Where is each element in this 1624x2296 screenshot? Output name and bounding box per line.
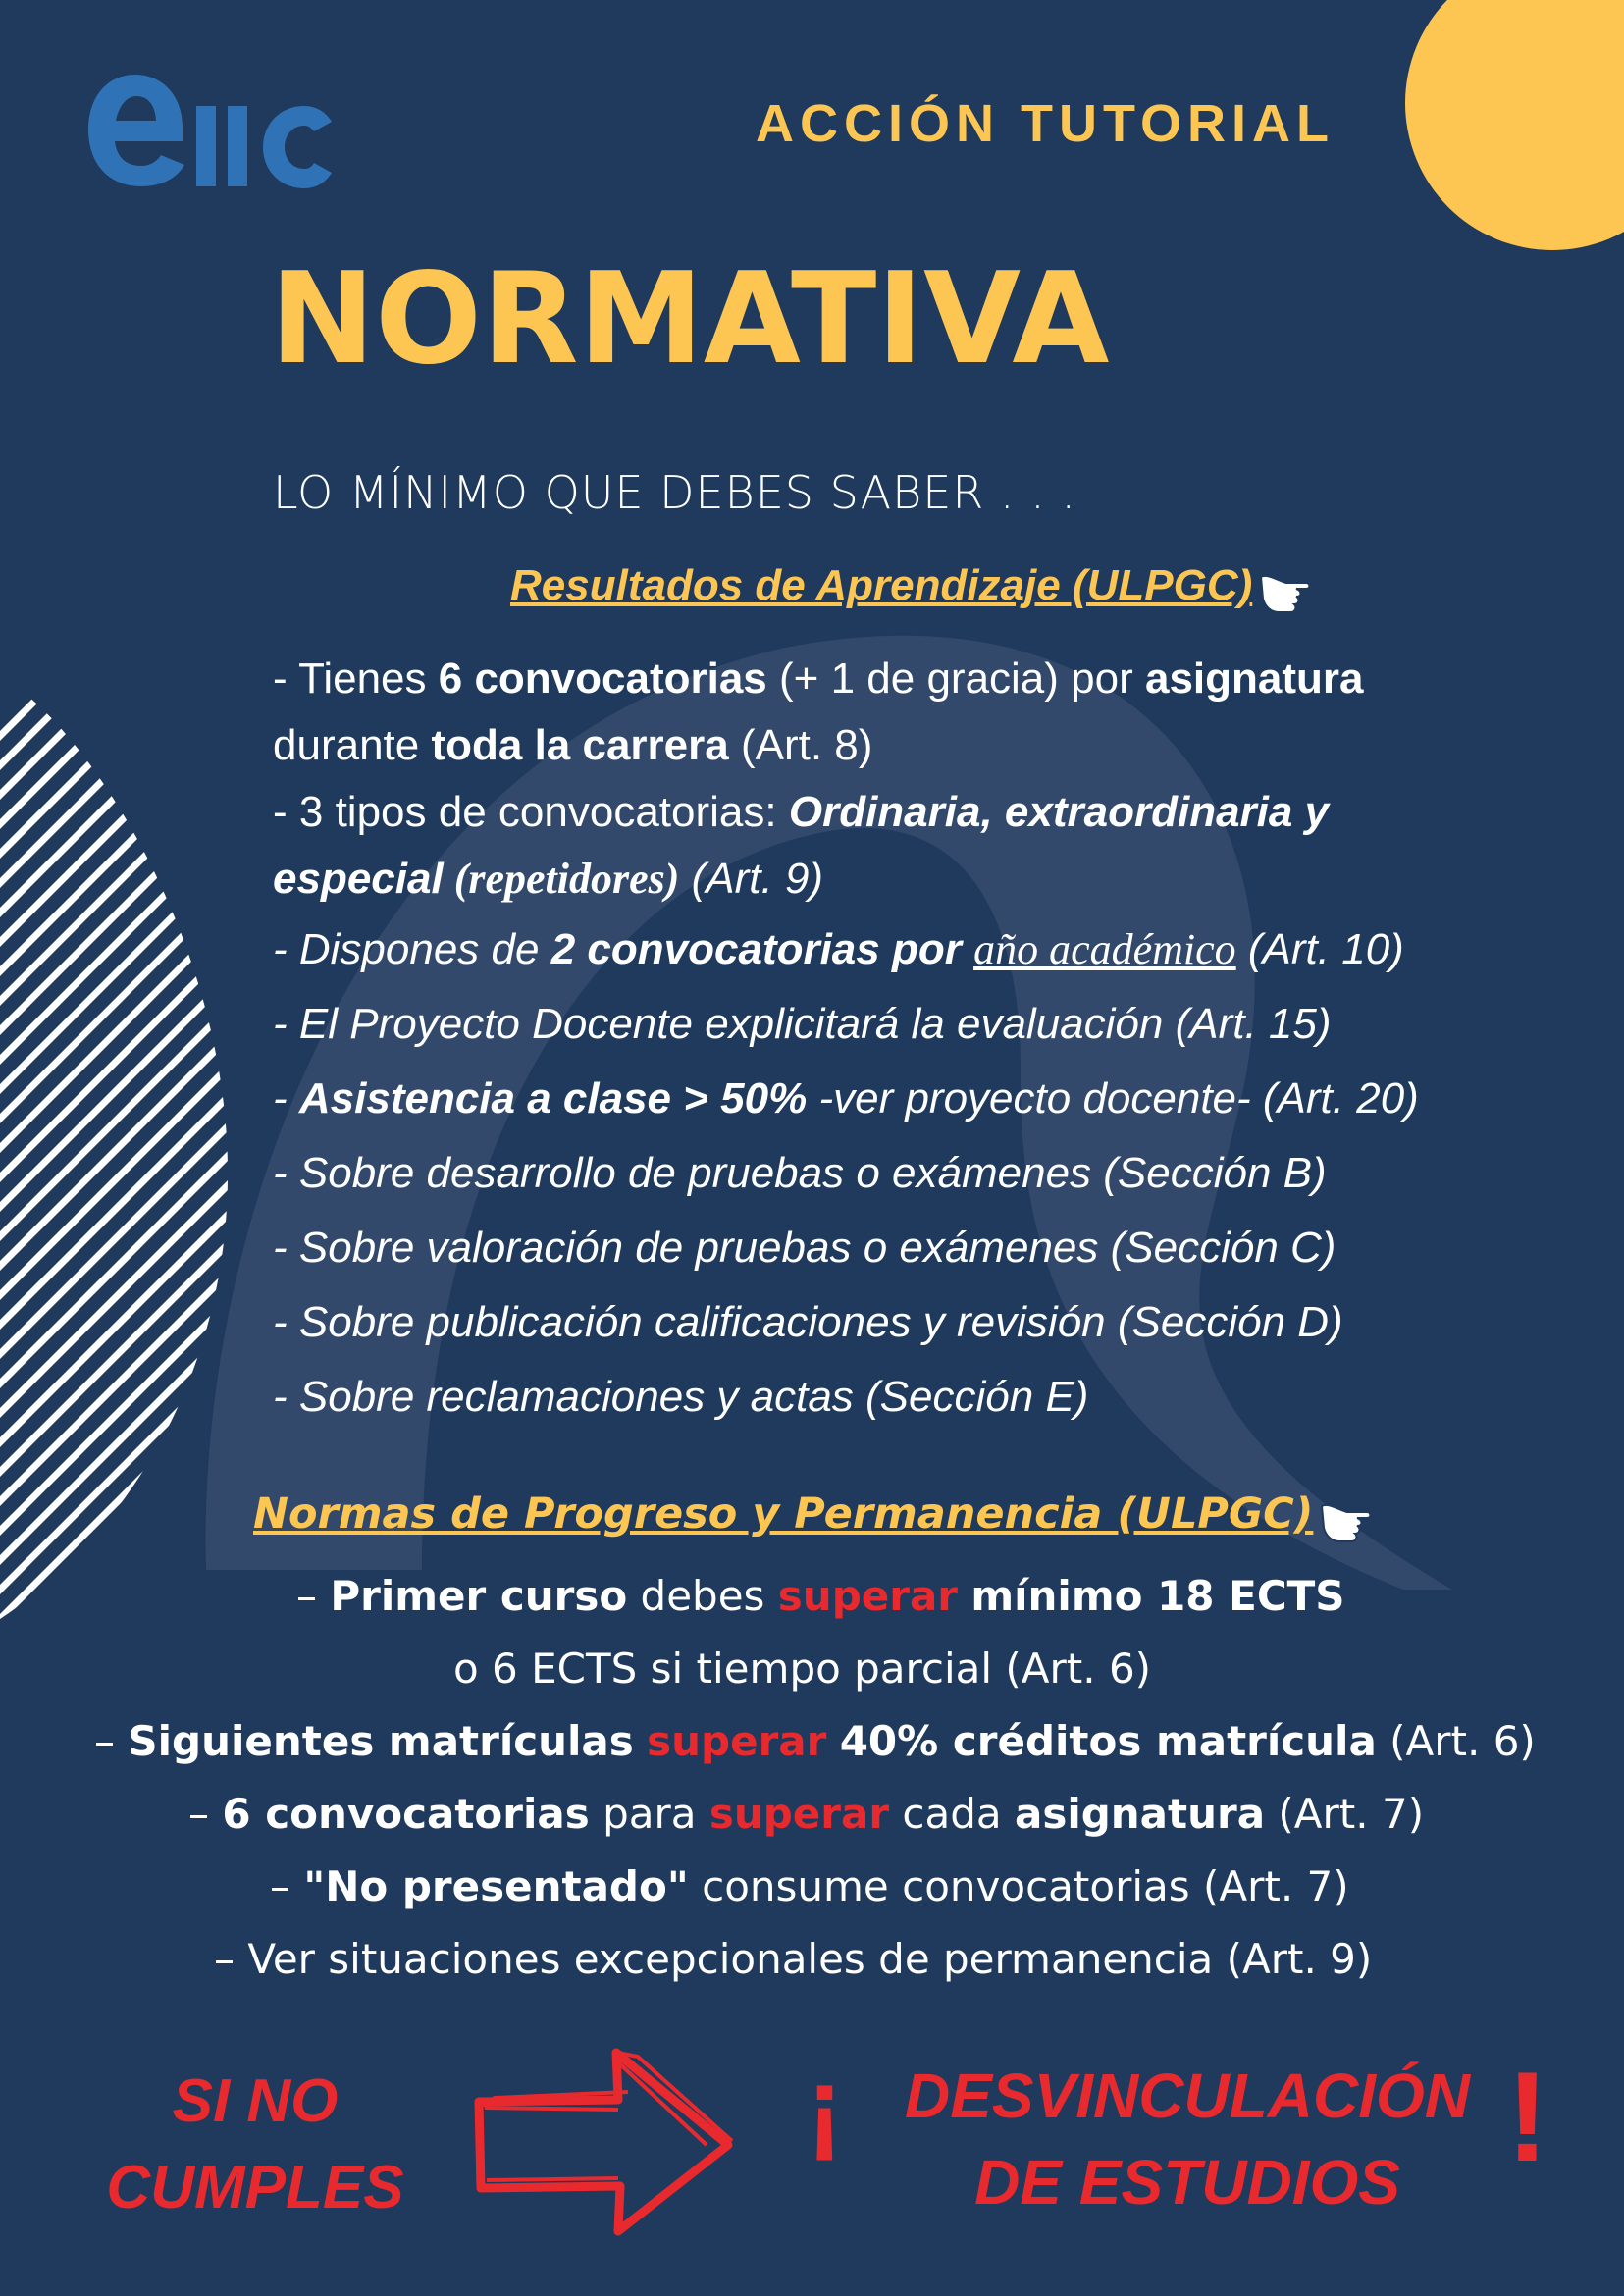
list-item	[188, 1778, 1424, 1851]
text: –	[270, 1862, 304, 1910]
list-item: – Ver situaciones excepcionales de permanencia (Art. 9)	[214, 1935, 1373, 1983]
text-bold: Primer curso	[330, 1572, 628, 1620]
yellow-circle-decoration	[1405, 0, 1624, 250]
arrow-right-icon	[471, 2043, 736, 2239]
pointing-hand-icon	[1257, 567, 1314, 623]
footer-left-text	[88, 2059, 422, 2231]
list-item	[273, 712, 1617, 779]
list-item: o 6 ECTS si tiempo parcial (Art. 6)	[453, 1644, 1152, 1693]
list-item: - Sobre publicación calificaciones y revisión (Sección D)	[273, 1298, 1343, 1346]
text-bold-italic: Ordinaria, extraordinaria y	[788, 788, 1330, 836]
list-item	[273, 1062, 1617, 1136]
text-red: superar	[777, 1572, 959, 1620]
list-item	[273, 846, 1617, 913]
text-red: superar	[708, 1790, 890, 1838]
text-bold: "No presentado"	[303, 1862, 689, 1910]
text-bold: toda la carrera	[431, 721, 729, 769]
text: (Art. 8)	[728, 721, 873, 769]
list-item: - Sobre reclamaciones y actas (Sección E)	[273, 1373, 1089, 1421]
text: –	[188, 1790, 223, 1838]
text: - 3 tipos de convocatorias:	[273, 788, 789, 836]
text: consume convocatorias (Art. 7)	[688, 1862, 1349, 1910]
text-bold: Siguientes matrículas	[128, 1717, 634, 1765]
list-item: - Sobre valoración de pruebas o exámenes (Sección C)	[273, 1224, 1336, 1272]
list-item: - Sobre desarrollo de pruebas o exámenes (Sección B)	[273, 1149, 1327, 1197]
text-italic: -	[273, 1074, 299, 1122]
diagonal-stripes-decoration	[0, 677, 236, 1619]
list-item	[296, 1560, 1345, 1633]
section1-heading-row	[510, 561, 1314, 623]
list-item	[94, 1705, 1536, 1778]
footer-right-line2: DE ESTUDIOS	[974, 2147, 1400, 2218]
text-serif: (repetidores)	[443, 855, 680, 903]
text: - Tienes	[273, 654, 439, 703]
text-italic: (Art. 9)	[679, 855, 824, 903]
list-item	[273, 779, 1617, 846]
text: para	[589, 1790, 709, 1838]
text: cada	[889, 1790, 1015, 1838]
section1-list	[273, 646, 1617, 1435]
text-bold: 40% créditos matrícula	[839, 1717, 1377, 1765]
footer-left-line1: SI NO	[172, 2067, 339, 2135]
text-bold: 6 convocatorias	[222, 1790, 590, 1838]
list-item: - El Proyecto Docente explicitará la evaluación (Art. 15)	[273, 1000, 1332, 1048]
text	[826, 1717, 839, 1765]
text-bold: 6 convocatorias	[438, 654, 767, 703]
tag-accion-tutorial: ACCIÓN TUTORIAL	[756, 94, 1335, 153]
close-exclamation: !	[1506, 2045, 1549, 2188]
text-bold-italic: Asistencia a clase > 50%	[298, 1074, 808, 1122]
page-title: NORMATIVA	[270, 246, 1110, 392]
text-italic: - Dispones de	[273, 925, 551, 973]
text: (Art. 7)	[1265, 1790, 1425, 1838]
list-item	[273, 913, 1617, 987]
open-exclamation: ¡	[807, 2046, 843, 2166]
text-serif-underlined: año académico	[973, 925, 1236, 973]
text: debes	[627, 1572, 778, 1620]
pointing-hand-icon	[1318, 1496, 1375, 1551]
text: (+ 1 de gracia) por	[766, 654, 1145, 703]
text: –	[296, 1572, 331, 1620]
eiic-logo	[86, 67, 400, 199]
section2-heading-link[interactable]: Normas de Progreso y Permanencia (ULPGC)	[253, 1489, 1314, 1539]
text-bold: asignatura	[1014, 1790, 1266, 1838]
footer-left-line2: CUMPLES	[106, 2154, 404, 2221]
text: durante	[273, 721, 432, 769]
text-red: superar	[647, 1717, 827, 1765]
text-bold: mínimo 18 ECTS	[970, 1572, 1345, 1620]
text-bold-italic: 2 convocatorias por	[550, 925, 962, 973]
text	[634, 1717, 647, 1765]
footer-right-line1: DESVINCULACIÓN	[904, 2061, 1471, 2131]
text	[958, 1572, 970, 1620]
section2-heading-row	[253, 1489, 1375, 1551]
text-italic: (Art. 10)	[1235, 925, 1404, 973]
text: (Art. 6)	[1376, 1717, 1536, 1765]
list-item	[270, 1851, 1349, 1923]
lead-text: LO MÍNIMO QUE DEBES SABER . . .	[273, 466, 1077, 519]
text-bold: asignatura	[1144, 654, 1364, 703]
list-item	[273, 646, 1617, 712]
footer-right-text	[868, 2053, 1506, 2225]
eiic-logo-mark	[86, 67, 400, 194]
text: –	[94, 1717, 129, 1765]
section1-heading-link[interactable]: Resultados de Aprendizaje (ULPGC)	[510, 561, 1253, 609]
text-bold-italic: especial	[273, 855, 444, 903]
text-italic: -ver proyecto docente- (Art. 20)	[807, 1074, 1419, 1122]
